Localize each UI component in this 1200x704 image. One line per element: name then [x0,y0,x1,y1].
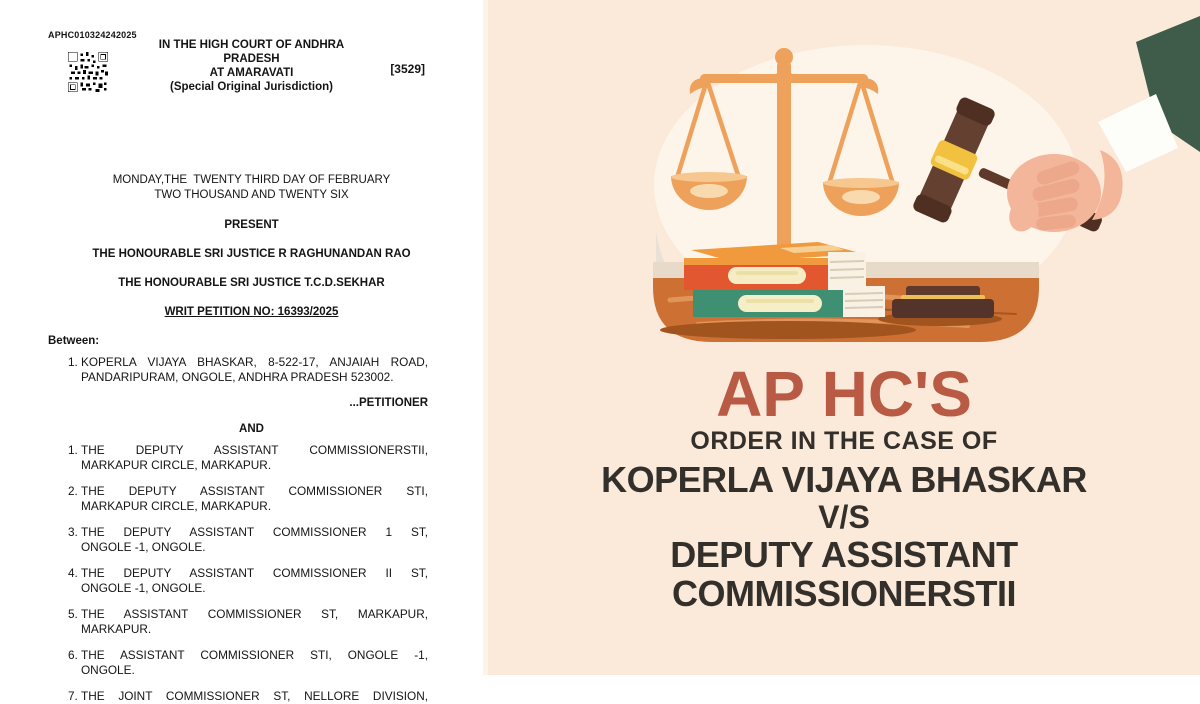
hearing-date-line: TWO THOUSAND AND TWENTY SIX [154,189,349,201]
respondent-number: 5. [68,607,78,621]
poster-subtitle: ORDER IN THE CASE OF [690,427,998,455]
petitioner-line: PANDARIPURAM, ONGOLE, ANDHRA PRADESH 523002. [81,370,394,384]
qr-code-icon [68,52,108,92]
respondent-line: ONGOLE. [81,663,135,677]
judge-name: THE HONOURABLE SRI JUSTICE R RAGHUNANDAN RAO [92,248,411,260]
respondent-item [68,648,428,678]
poster-headline: AP HC'S [716,358,972,430]
poster-respondent-line: DEPUTY ASSISTANT [670,534,1018,576]
respondent-line: MARKAPUR CIRCLE, MARKAPUR. [81,499,272,513]
respondent-item [68,484,428,514]
respondent-line: THE ASSISTANT COMMISSIONER STI, ONGOLE -1, [81,648,428,662]
petitioner-marker: ...PETITIONER [349,397,428,409]
respondent-item [68,566,428,596]
court-order-page [0,0,483,703]
court-heading-line: IN THE HIGH COURT OF ANDHRA PRADESH [158,39,345,65]
respondent-line: THE JOINT COMMISSIONER ST, NELLORE DIVISION, [81,689,428,703]
poster-versus: V/S [818,499,870,536]
respondent-line: THE DEPUTY ASSISTANT COMMISSIONER II ST, [81,566,428,580]
respondent-number: 4. [68,566,78,580]
respondent-number: 6. [68,648,78,662]
and-label: AND [239,423,264,435]
poster-text-block [488,358,1200,615]
respondent-item [68,525,428,555]
court-heading-line: AT AMARAVATI [209,67,294,79]
hearing-date-line: MONDAY,THE TWENTY THIRD DAY OF FEBRUARY [112,174,391,186]
bracket-number: [3529] [390,62,425,76]
hearing-date [48,128,455,203]
justice-illustration [488,0,1200,360]
respondents-list [48,443,455,704]
poster-respondent-name [488,536,1200,614]
respondent-item [68,689,428,704]
poster-petitioner-name: KOPERLA VIJAYA BHASKAR [601,458,1087,500]
petitioner-line: KOPERLA VIJAYA BHASKAR, 8-522-17, ANJAIAH ROAD, [81,355,428,369]
sound-block-icon [892,286,994,318]
respondent-number: 7. [68,689,78,703]
respondent-number: 3. [68,525,78,539]
court-heading-line: (Special Original Jurisdiction) [170,81,333,93]
case-code: APHC010324242025 [48,30,137,40]
respondent-line: ONGOLE -1, ONGOLE. [81,581,206,595]
respondent-line: THE DEPUTY ASSISTANT COMMISSIONERSTII, [81,443,428,457]
respondent-line: THE DEPUTY ASSISTANT COMMISSIONER 1 ST, [81,525,428,539]
petitioner-item [68,355,428,385]
writ-petition-number: WRIT PETITION NO: 16393/2025 [164,306,339,318]
court-heading [136,26,368,94]
petitioner-number: 1. [68,355,78,369]
respondent-number: 2. [68,484,78,498]
between-label: Between: [48,335,100,347]
judge-name: THE HONOURABLE SRI JUSTICE T.C.D.SEKHAR [118,277,385,289]
respondent-item [68,443,428,473]
respondent-line: MARKAPUR. [81,622,152,636]
poster-respondent-line: COMMISSIONERSTII [671,573,1017,615]
judges-list [48,247,455,290]
document-header [48,26,455,118]
present-label: PRESENT [224,219,279,231]
books-icon [684,242,885,317]
respondent-line: THE ASSISTANT COMMISSIONER ST, MARKAPUR, [81,607,428,621]
respondent-line: THE DEPUTY ASSISTANT COMMISSIONER STI, [81,484,428,498]
poster-panel [483,0,1200,675]
respondent-line: MARKAPUR CIRCLE, MARKAPUR. [81,458,272,472]
respondent-line: ONGOLE -1, ONGOLE. [81,540,206,554]
respondent-item [68,607,428,637]
respondent-number: 1. [68,443,78,457]
